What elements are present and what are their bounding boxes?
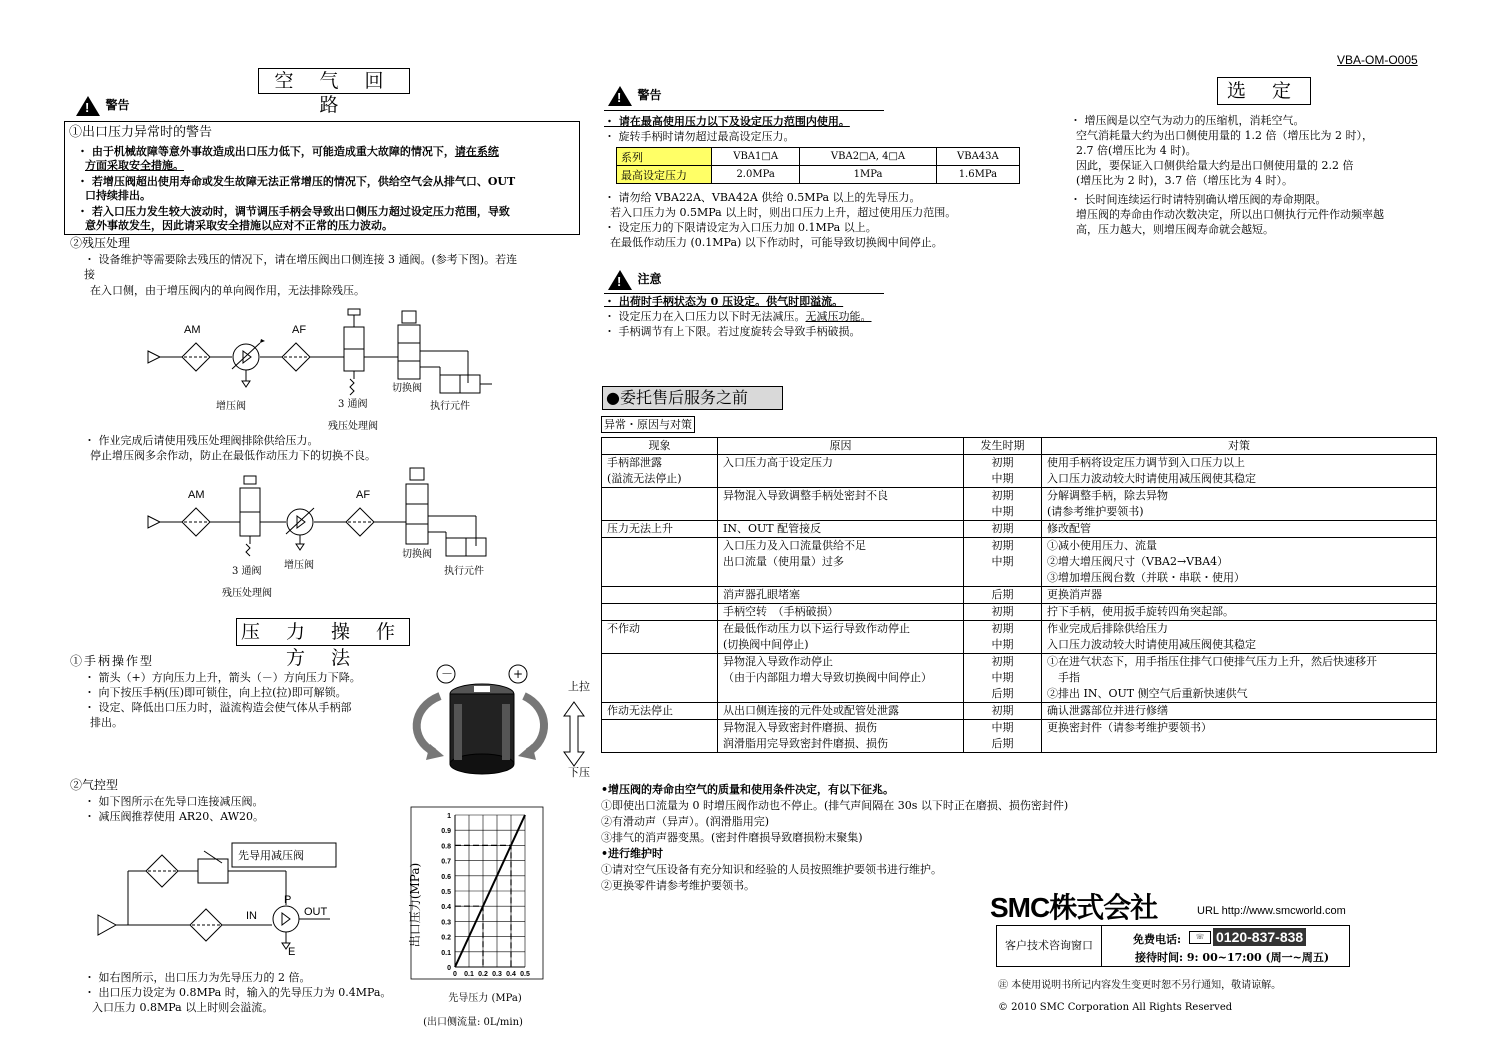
after-line: 停止增压阀多余作动，防止在最低作动压力下的切换不良。 — [90, 449, 376, 462]
life-line: •增压阀的寿命由空气的质量和使用条件决定，有以下征兆。 — [601, 783, 895, 796]
company-logo: SMC株式会社 — [990, 892, 1158, 923]
diagram-caption: 残压处理阀 — [328, 421, 378, 432]
residual-circuit-diagram-2 — [140, 462, 500, 600]
residual-line: 在入口侧，由于增压阀内的单向阀作用，无法排除残压。 — [90, 284, 365, 297]
trouble-text: 中期 — [991, 671, 1014, 684]
middle-warning-line: ・ 旋转手柄时请勿超过最高设定压力。 — [604, 130, 795, 143]
trouble-text: 压力无法上升 — [607, 522, 673, 535]
selection-line: 2.7 倍(增压比为 4 时)。 — [1076, 144, 1197, 157]
trouble-cell-period — [964, 587, 1042, 604]
life-line: ①请对空气压设备有充分知识和经验的人员按照维护要领书进行维护。 — [601, 863, 942, 876]
trouble-cell-measure — [1042, 703, 1437, 720]
trouble-text: 出口流量（使用量）过多 — [723, 555, 844, 568]
trouble-text: 修改配管 — [1047, 522, 1091, 535]
trouble-text: 中期 — [991, 721, 1014, 734]
trouble-cell-period — [964, 720, 1042, 753]
trouble-cell-measure — [1042, 538, 1437, 587]
caution-line: ・ 出荷时手柄状态为 0 压设定。供气时即溢流。 — [604, 295, 844, 308]
life-line: ②有滑动声（异声）。(润滑脂用完) — [601, 815, 770, 828]
trouble-text: 润滑脂用完导致密封件磨损、损伤 — [723, 737, 888, 750]
trouble-cell-period — [964, 604, 1042, 621]
life-line: ①即使出口流量为 0 时增压阀作动也不停止。(排气声间隔在 30s 以下时正在磨损、损伤密封件) — [601, 799, 1069, 812]
booster-label: 增压阀 — [284, 560, 314, 571]
out-port-label: OUT — [304, 906, 328, 918]
plus-symbol: + — [513, 667, 524, 681]
trouble-row — [602, 720, 1437, 753]
trouble-text: 初期 — [991, 489, 1014, 502]
selection-line: 高，压力越大，则增压阀寿命就会越短。 — [1076, 223, 1274, 236]
trouble-cell-period — [964, 455, 1042, 488]
divider — [604, 110, 884, 111]
caution-line-underlined: 无减压功能。 — [805, 310, 872, 323]
pilot-bottom-line: 入口压力 0.8MPa 以上时则会溢流。 — [92, 1001, 274, 1014]
trouble-text: 初期 — [991, 622, 1014, 635]
trouble-text: 手柄部泄露 — [607, 456, 662, 469]
warning-header — [76, 96, 130, 116]
warning-line: 方面采取安全措施。 — [85, 159, 184, 172]
life-line: ③排气的消声器变黑。(密封件磨损导致磨损粉末聚集) — [601, 831, 863, 844]
trouble-text: 异物混入导致调整手柄处密封不良 — [723, 489, 888, 502]
switch-valve-label: 切换阀 — [392, 383, 422, 394]
trouble-text: 确认泄露部位并进行修缮 — [1047, 704, 1168, 717]
trouble-cell-period — [964, 654, 1042, 703]
support-box — [996, 925, 1350, 967]
trouble-row — [602, 538, 1437, 587]
trouble-text: 初期 — [991, 539, 1014, 552]
trouble-text: 后期 — [991, 588, 1014, 601]
trouble-cell-measure — [1042, 488, 1437, 521]
selection-title: 选 定 — [1217, 77, 1311, 105]
chart-x-tick: 0.2 — [478, 971, 488, 978]
caution-label: 注意 — [637, 272, 662, 286]
phone-icon: ☏ — [1189, 931, 1211, 944]
trouble-text: 作业完成后排除供给压力 — [1047, 622, 1168, 635]
after-line: ・ 作业完成后请使用残压处理阀排除供给压力。 — [84, 434, 319, 447]
life-line: •进行维护时 — [601, 847, 664, 860]
trouble-text: 入口压力波动较大时请使用减压阀使其稳定 — [1047, 638, 1256, 651]
trouble-cell-phen — [602, 587, 718, 604]
warning-line: ・ 若增压阀超出使用寿命或发生故障无法正常增压的情况下，供给空气会从排气口、OUT — [77, 175, 516, 188]
trouble-cell-measure — [1042, 720, 1437, 753]
caution-line: ・ 设定压力在入口压力以下时无法减压。 — [604, 310, 806, 323]
trouble-cell-phen — [602, 703, 718, 720]
trouble-row — [602, 621, 1437, 654]
trouble-text: 手柄空转 （手柄破损） — [723, 605, 839, 618]
caution-icon — [608, 270, 632, 290]
trouble-cell-measure — [1042, 521, 1437, 538]
trouble-text: 拧下手柄，使用扳手旋转四角突起部。 — [1047, 605, 1234, 618]
trouble-row — [602, 604, 1437, 621]
service-title: ●委托售后服务之前 — [602, 386, 783, 410]
manual-line: ・ 向下按压手柄(压)即可锁住，向上拉(拉)即可解锁。 — [84, 686, 347, 699]
trouble-row — [602, 521, 1437, 538]
trouble-cell-period — [964, 703, 1042, 720]
residual-line: 接 — [84, 268, 95, 281]
header-cell: 原因 — [718, 438, 964, 455]
am-label: AM — [188, 489, 205, 501]
caution-header — [608, 270, 662, 290]
trouble-text: 手指 — [1047, 671, 1080, 684]
chart-y-tick: 0.9 — [441, 828, 451, 836]
booster-label: 增压阀 — [216, 401, 246, 412]
trouble-cell-cause — [718, 488, 964, 521]
pilot-line: ・ 如下图所示在先导口连接减压阀。 — [84, 795, 264, 808]
warning-box — [64, 121, 580, 235]
actuator-label: 执行元件 — [444, 566, 484, 577]
phone-number[interactable]: 0120-837-838 — [1213, 928, 1306, 946]
chart-x-tick: 0 — [453, 971, 457, 978]
warning-line: 意外事故发生，因此请采取安全措施以应对不正常的压力波动。 — [85, 219, 393, 232]
trouble-text: （由于内部阻力增大导致切换阀中间停止） — [723, 671, 932, 684]
trouble-cell-period — [964, 488, 1042, 521]
middle-pilot-line: ・ 设定压力的下限请设定为入口压力加 0.1MPa 以上。 — [604, 221, 877, 234]
trouble-text: (溢流无法停止) — [607, 472, 682, 485]
chart-y-tick: 0.2 — [441, 934, 451, 942]
trouble-table — [601, 437, 1437, 753]
support-label: 客户技术咨询窗口 — [997, 926, 1102, 966]
notice-mark: ㊟ — [998, 980, 1008, 991]
middle-pilot-line: ・ 请勿给 VBA22A、VBA42A 供给 0.5MPa 以上的先导压力。 — [604, 191, 921, 204]
spec-cell: VBA43A — [936, 148, 1019, 166]
trouble-header-row — [602, 438, 1437, 455]
switch-valve-label: 切换阀 — [402, 549, 432, 560]
trouble-title: 异常・原因与对策 — [601, 416, 695, 433]
chart-y-tick: 0.7 — [441, 858, 451, 866]
trouble-text: (切换阀中间停止) — [723, 638, 809, 651]
trouble-text: IN、OUT 配管接反 — [723, 522, 822, 535]
trouble-text: ②增大增压阀尺寸（VBA2→VBA4） — [1047, 555, 1229, 568]
circuit-section-title: 空 气 回 路 — [258, 68, 410, 94]
p-port-label: P — [284, 894, 292, 906]
middle-warning-header — [608, 86, 662, 106]
trouble-row — [602, 703, 1437, 720]
af-label: AF — [356, 489, 371, 501]
warning-line: ・ 若入口压力发生较大波动时，调节调压手柄会导致出口侧压力超过设定压力范围，导致 — [77, 205, 510, 218]
trouble-text: 更换消声器 — [1047, 588, 1102, 601]
company-url: URL http://www.smcworld.com — [1197, 905, 1346, 917]
caution-line: ・ 手柄调节有上下限。若过度旋转会导致手柄破损。 — [604, 325, 861, 338]
warning-icon — [608, 86, 632, 106]
diagram-caption: 残压处理阀 — [222, 588, 272, 599]
trouble-text: 使用手柄将设定压力调节到入口压力以上 — [1047, 456, 1245, 469]
knob-illustration — [400, 660, 600, 785]
pressure-section-title: 压 力 操 作 方 法 — [236, 618, 410, 646]
selection-line: 空气消耗量大约为出口侧使用量的 1.2 倍（增压比为 2 时）， — [1076, 129, 1373, 142]
trouble-cell-measure — [1042, 621, 1437, 654]
trouble-cell-period — [964, 538, 1042, 587]
warning-icon — [76, 96, 100, 116]
trouble-text: 初期 — [991, 605, 1014, 618]
trouble-text: ②排出 IN、OUT 侧空气后重新快速供气 — [1047, 687, 1248, 700]
pilot-line: ・ 减压阀推荐使用 AR20、AW20。 — [84, 810, 265, 823]
notice-text: 本使用说明书所记内容发生变更时恕不另行通知，敬请谅解。 — [1011, 980, 1282, 991]
selection-line: ・ 长时间连续运行时请特别确认增压阀的寿命期限。 — [1070, 193, 1327, 206]
warning-heading: ①出口压力异常时的警告 — [69, 125, 213, 140]
trouble-cell-phen — [602, 455, 718, 488]
spec-row — [617, 148, 1020, 166]
selection-line: ・ 增压阀是以空气为动力的压缩机，消耗空气。 — [1070, 114, 1305, 127]
chart-y-tick: 0.6 — [441, 873, 451, 881]
selection-line: 因此，要保证入口侧供给量大约是出口侧使用量的 2.2 倍 — [1076, 159, 1354, 172]
spec-cell: 1.6MPa — [936, 166, 1019, 184]
warning-label: 警告 — [105, 98, 130, 112]
chart-x-label: 先导压力 (MPa) — [448, 993, 522, 1004]
trouble-text: 初期 — [991, 456, 1014, 469]
spec-cell: VBA2□A, 4□A — [800, 148, 936, 166]
header-cell: 现象 — [602, 438, 718, 455]
in-port-label: IN — [246, 910, 257, 922]
trouble-cell-cause — [718, 621, 964, 654]
trouble-text: 入口压力高于设定压力 — [723, 456, 833, 469]
trouble-cell-phen — [602, 654, 718, 703]
trouble-text: ①在进气状态下，用手指压住排气口使排气压力上升，然后快速移开 — [1047, 655, 1377, 668]
manual-line: ・ 设定、降低出口压力时，溢流构造会使气体从手柄部 — [84, 701, 352, 714]
trouble-text: ①减小使用压力、流量 — [1047, 539, 1157, 552]
doc-code: VBA-OM-O005 — [1337, 53, 1418, 67]
selection-line: 增压阀的寿命由作动次数决定，所以出口侧执行元件作动频率越 — [1076, 208, 1384, 221]
trouble-text: 入口压力及入口流量供给不足 — [723, 539, 866, 552]
spec-cell: 2.0MPa — [712, 166, 800, 184]
trouble-text: ③增加增压阀台数（并联・串联・使用） — [1047, 571, 1245, 584]
chart-x-tick: 0.1 — [464, 971, 474, 978]
pilot-type-title: ②气控型 — [70, 778, 119, 792]
spec-cell: VBA1□A — [712, 148, 800, 166]
trouble-text: 入口压力波动较大时请使用减压阀使其稳定 — [1047, 472, 1256, 485]
trouble-text: 不作动 — [607, 622, 640, 635]
trouble-cell-phen — [602, 521, 718, 538]
spec-cell: 系列 — [617, 148, 712, 166]
trouble-cell-phen — [602, 488, 718, 521]
trouble-text: 中期 — [991, 638, 1014, 651]
actuator-label: 执行元件 — [430, 401, 470, 412]
residual-title: ②残压处理 — [70, 236, 131, 250]
trouble-text: 初期 — [991, 655, 1014, 668]
trouble-text: 异物混入导致作动停止 — [723, 655, 833, 668]
three-way-label: 3 通阀 — [232, 566, 262, 577]
trouble-cell-cause — [718, 587, 964, 604]
chart-y-tick: 0.1 — [441, 949, 451, 957]
trouble-text: 中期 — [991, 472, 1014, 485]
am-label: AM — [184, 324, 201, 336]
trouble-text: 初期 — [991, 704, 1014, 717]
trouble-text: (请参考维护要领书) — [1047, 505, 1144, 518]
trouble-cell-cause — [718, 538, 964, 587]
trouble-text: 消声器孔眼堵塞 — [723, 588, 800, 601]
residual-circuit-diagram-1 — [140, 305, 500, 435]
pilot-bottom-line: ・ 如右图所示，出口压力为先导压力的 2 倍。 — [84, 971, 311, 984]
residual-line: ・ 设备维护等需要除去残压的情况下，请在增压阀出口侧连接 3 通阀。(参考下图)。若连 — [84, 253, 518, 266]
minus-symbol: － — [441, 667, 454, 681]
trouble-text: 后期 — [991, 737, 1014, 750]
middle-pilot-line: 在最低作动压力 (0.1MPa) 以下作动时，可能导致切换阀中间停止。 — [610, 236, 943, 249]
warning-line: ・ 由于机械故障等意外事故造成出口压力低下，可能造成重大故障的情况下， — [77, 145, 455, 158]
trouble-text: 中期 — [991, 505, 1014, 518]
trouble-cell-cause — [718, 720, 964, 753]
trouble-cell-measure — [1042, 654, 1437, 703]
chart-y-tick: 0.8 — [441, 843, 451, 851]
push-down-label: 下压 — [568, 766, 590, 779]
trouble-row — [602, 654, 1437, 703]
trouble-cell-cause — [718, 654, 964, 703]
manual-line: ・ 箭头（+）方向压力上升，箭头（－）方向压力下降。 — [84, 671, 361, 684]
trouble-text: 分解调整手柄，除去异物 — [1047, 489, 1168, 502]
warning-line-underlined: 请在系统 — [454, 145, 499, 158]
trouble-row — [602, 455, 1437, 488]
trouble-row — [602, 488, 1437, 521]
pilot-circuit-diagram — [90, 835, 340, 965]
trouble-cell-phen — [602, 604, 718, 621]
trouble-text: 初期 — [991, 522, 1014, 535]
chart-x-tick: 0.4 — [506, 971, 516, 978]
chart-note: (出口侧流量: 0L/min) — [423, 1017, 523, 1028]
middle-warning-line: ・ 请在最高使用压力以下及设定压力范围内使用。 — [604, 115, 850, 128]
trouble-cell-phen — [602, 621, 718, 654]
chart-x-tick: 0.5 — [520, 971, 530, 978]
trouble-cell-measure — [1042, 604, 1437, 621]
pilot-valve-label: 先导用减压阀 — [238, 849, 304, 862]
spec-cell: 最高设定压力 — [617, 166, 712, 184]
life-line: ②更换零件请参考维护要领书。 — [601, 879, 755, 892]
trouble-text: 异物混入导致密封件磨损、损伤 — [723, 721, 877, 734]
trouble-cell-measure — [1042, 587, 1437, 604]
trouble-cell-period — [964, 521, 1042, 538]
chart-y-tick: 0 — [447, 965, 451, 972]
chart-y-label: 出口压力(MPa) — [408, 862, 422, 948]
trouble-cell-phen — [602, 538, 718, 587]
trouble-cell-cause — [718, 521, 964, 538]
trouble-text: 作动无法停止 — [607, 704, 673, 717]
chart-y-tick: 0.3 — [441, 919, 451, 927]
header-cell: 发生时期 — [964, 438, 1042, 455]
trouble-cell-cause — [718, 604, 964, 621]
manual-type-title: ①手柄操作型 — [70, 654, 155, 668]
warning-label: 警告 — [637, 88, 662, 102]
trouble-text: 中期 — [991, 555, 1014, 568]
trouble-text: 从出口侧连接的元件处或配管处泄露 — [723, 704, 899, 717]
trouble-cell-period — [964, 621, 1042, 654]
phone-label: 免费电话: — [1133, 933, 1182, 946]
trouble-cell-cause — [718, 455, 964, 488]
trouble-text: 更换密封件（请参考维护要领书） — [1047, 721, 1212, 734]
three-way-label: 3 通阀 — [338, 399, 368, 410]
copyright: © 2010 SMC Corporation All Rights Reserved — [998, 1002, 1233, 1013]
trouble-text: 后期 — [991, 687, 1014, 700]
chart-y-tick: 1 — [447, 813, 451, 820]
header-cell: 对策 — [1042, 438, 1437, 455]
spec-cell: 1MPa — [800, 166, 936, 184]
chart-y-tick: 0.5 — [441, 889, 451, 896]
chart-y-tick: 0.4 — [441, 904, 451, 912]
business-hours: 接待时间: 9: 00~17:00 (周一~周五) — [1135, 951, 1330, 964]
chart-x-tick: 0.3 — [492, 971, 502, 978]
pilot-pressure-chart — [405, 805, 545, 1035]
spec-table — [616, 147, 1020, 184]
warning-line: 口持续排出。 — [85, 189, 151, 202]
trouble-cell-phen — [602, 720, 718, 753]
spec-row — [617, 166, 1020, 184]
selection-line: (增压比为 2 时)，3.7 倍（增压比为 4 时）。 — [1076, 174, 1294, 187]
pull-up-label: 上拉 — [568, 680, 590, 693]
manual-line: 排出。 — [90, 716, 123, 729]
middle-pilot-line: 若入口压力为 0.5MPa 以上时，则出口压力上升，超过使用压力范围。 — [610, 206, 957, 219]
af-label: AF — [292, 324, 307, 336]
trouble-cell-cause — [718, 703, 964, 720]
trouble-cell-measure — [1042, 455, 1437, 488]
e-port-label: E — [288, 946, 296, 958]
trouble-row — [602, 587, 1437, 604]
trouble-text: 在最低作动压力以下运行导致作动停止 — [723, 622, 910, 635]
pilot-bottom-line: ・ 出口压力设定为 0.8MPa 时，输入的先导压力为 0.4MPa。 — [84, 986, 392, 999]
